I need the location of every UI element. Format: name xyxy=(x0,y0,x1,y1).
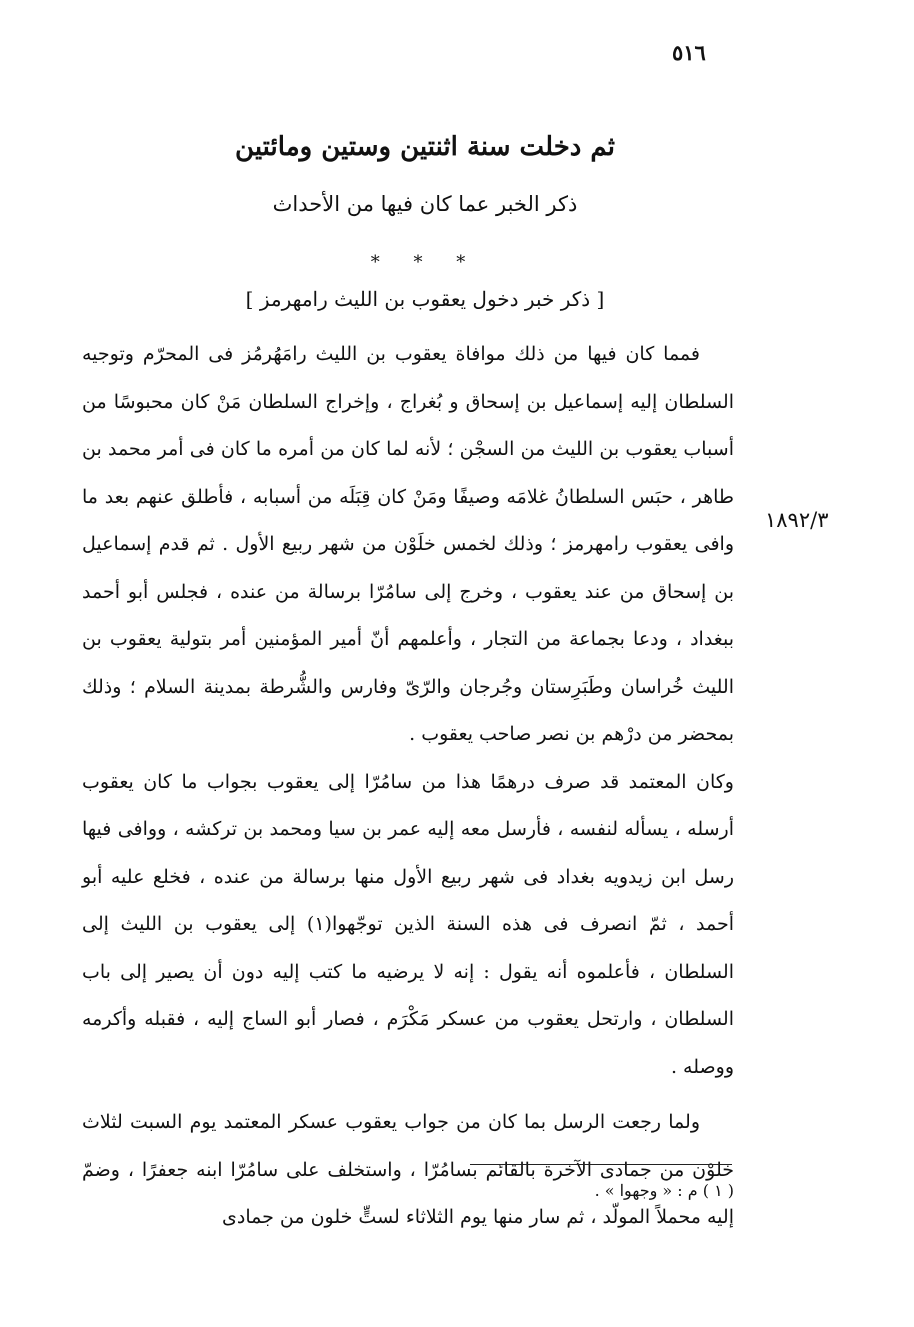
footnote-divider xyxy=(470,1164,732,1165)
paragraph: ولما رجعت الرسل بما كان من جواب يعقوب عسكر المعتمد يوم السبت لثلاث خلوْن من جمادى الآخرة بالقائم بسامُرّا ، واستخلف على سامُرّا ابنه جعفرًا ، وضمّ إليه محملاً المولّد ، ثم سار منها يوم الثلاثاء لستٍّ خلون من جمادى xyxy=(82,1111,734,1228)
sub-heading: ذكر الخبر عما كان فيها من الأحداث xyxy=(272,192,578,216)
body-text xyxy=(82,331,734,1242)
section-title: [ ذكر خبر دخول يعقوب بن الليث رامهرمز ] xyxy=(245,287,605,311)
margin-date-reference: ١٨٩٢/٣ xyxy=(765,508,829,532)
asterism-separator: * * * xyxy=(370,252,480,273)
footnote: ( ١ ) م : « وجهوا » . xyxy=(594,1181,734,1200)
paragraph: فمما كان فيها من ذلك موافاة يعقوب بن الليث رامَهُرمُز فى المحرّم وتوجيه السلطان إليه إسماعيل بن إسحاق و بُغراج ، وإخراج السلطان مَنْ كان محبوسًا من أسباب يعقوب بن الليث من السجْن ؛ لأنه لما كان من أمره ما كان فى أمر محمد بن طاهر ، حبَس السلطانُ غلامَه وصيفًا ومَنْ كان قِبَلَه من أسبابه ، فأطلق عنهم بعد ما وافى يعقوب رامهرمز ؛ وذلك لخمس خلَوْن من شهر ربيع الأول . ثم قدم إسماعيل بن إسحاق من عند يعقوب ، وخرج إلى سامُرّا برسالة من عنده ، فجلس أبو أحمد ببغداد ، ودعا بجماعة من التجار ، وأعلمهم أنّ أمير المؤمنين أمر بتولية يعقوب بن الليث خُراسان وطَبَرِستان وجُرجان والرّىّ وفارس والشُّرطة بمدينة السلام ؛ وذلك بمحضر من درْهم بن نصر صاحب يعقوب . xyxy=(82,343,734,745)
page-number: ٥١٦ xyxy=(672,40,706,65)
paragraph: وكان المعتمد قد صرف درهمًا هذا من سامُرّا إلى يعقوب بجواب ما كان يعقوب أرسله ، يسأله لنفسه ، فأرسل معه إليه عمر بن سيا ومحمد بن تركشه ، ووافى فيها رسل ابن زيدويه بغداد فى شهر ربيع الأول منها برسالة من عنده ، فخلع عليه أبو أحمد ، ثمّ انصرف فى هذه السنة الذين توجّهوا(١) إلى يعقوب بن الليث إلى السلطان ، فأعلموه أنه يقول : إنه لا يرضيه ما كتب إليه دون أن يصير إلى باب السلطان ، وارتحل يعقوب من عسكر مَكْرَم ، فصار أبو الساج إليه ، فقبله وأكرمه ووصله . xyxy=(82,770,735,1078)
main-heading: ثم دخلت سنة اثنتين وستين ومائتين xyxy=(235,132,615,162)
